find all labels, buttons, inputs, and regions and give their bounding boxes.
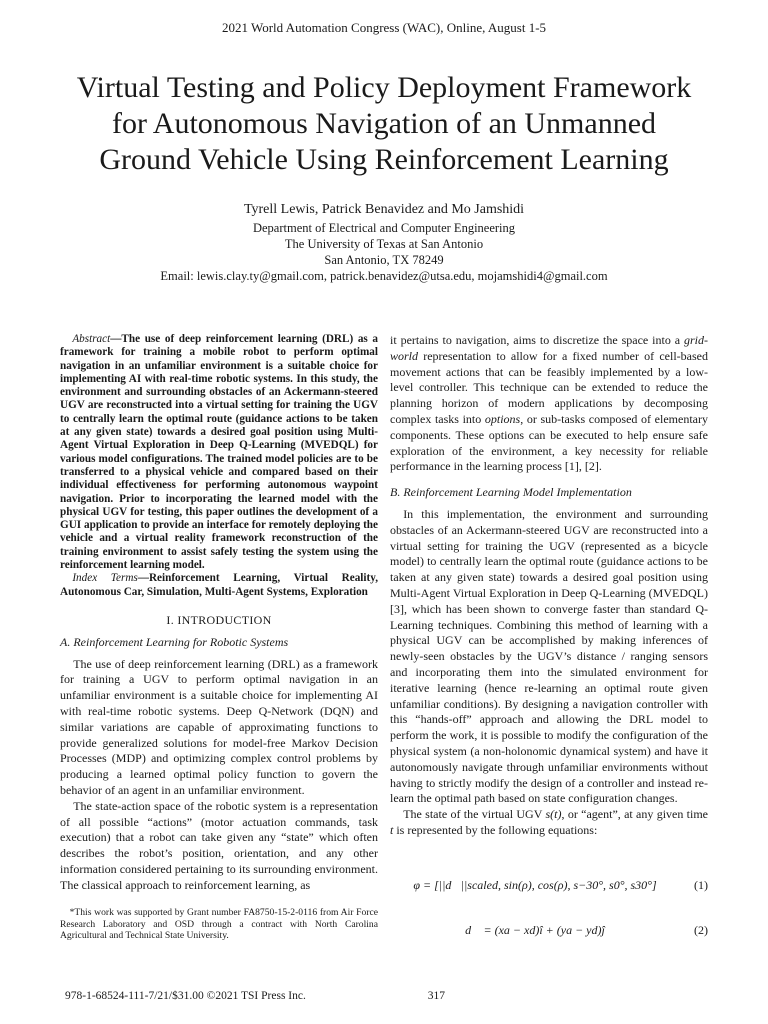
abstract-text: —The use of deep reinforcement learning (DRL) as a framework for training a mobile robot to perform optimal navigation in an unfamiliar environment is a suitable choice for implementing AI with real-time robotic systems. In this study, the environment and surrounding obstacles of an Ackermann-steered UGV are reconstructed into a virtual setting for training the UGV to centrally learn the optimal route (guidance actions to be taken at any given state) towards a desired goal position using Multi-Agent Virtual Exploration in Deep Q-Learning (MVEDQL) for various model configurations. The trained model policies are to be transferred to a physical vehicle and compared based on their individual effectiveness for performing autonomous waypoint navigation. Prior to incorporating the learned model with the physical UGV for testing, this paper outlines the development of a GUI application to provide an interface for remotely deploying the vehicle and a virtual reality framework reconstruction of the training environment to assist safely testing the system using the reinforcement learning model. — [60, 333, 378, 572]
section-number: I. — [166, 612, 178, 627]
footnote: *This work was supported by Grant number FA8750-15-2-0116 from Air Force Research Laboratory and OSD through a contract with North Carolina Agricultural and Technical State University. — [60, 907, 378, 941]
section-title-rest: NTRODUCTION — [181, 612, 272, 627]
subsection-heading-a: A. Reinforcement Learning for Robotic Systems — [60, 634, 289, 649]
section-heading-introduction — [60, 613, 378, 629]
abstract-paragraph — [60, 333, 378, 572]
body-paragraph: The use of deep reinforcement learning (DRL) as a framework for training a UGV to perform optimal navigation in an unfamiliar environment is a suitable choice for implementing AI with real-time robotic systems. Deep Q-Network (DQN) and similar variations are capable of approximating functions to provide generalized solutions for model-free Markov Decision Processes (MDP) and optimizing complex control problems by producing a learned optimal policy function to govern the behavior of an agent in an unfamiliar environment. — [60, 656, 378, 797]
subsection-heading-b: B. Reinforcement Learning Model Implementation — [390, 485, 632, 500]
left-column — [60, 333, 378, 893]
affiliation-emails: Email: lewis.clay.ty@gmail.com, patrick.benavidez@utsa.edu, mojamshidi4@gmail.com — [160, 269, 608, 283]
equation-number: (2) — [694, 923, 708, 937]
state-paragraph — [390, 807, 708, 839]
text-run: representation to allow for a fixed number of cell-based movement actions that can be feasibly implemented by a low-level controller. This technique can be extended to reduce the planning horizon of modern applications by decomposing complex tasks into — [390, 348, 708, 426]
math-s-of-t: s(t) — [545, 807, 562, 822]
right-column — [390, 333, 708, 839]
title-line: Virtual Testing and Policy Deployment Framework — [76, 71, 692, 104]
index-terms-text: —Reinforcement Learning, Virtual Reality, Autonomous Car, Simulation, Multi-Agent Systems, Exploration — [60, 572, 378, 598]
body-paragraph: The state-action space of the robotic system is a representation of all possible “actions” (motor actuation commands, task execution) that a robot can take given any “state” which often describes the robot’s position, orientation, and any other information considered pertaining to its surrounding environment. The classical approach to reinforcement learning, as — [60, 798, 378, 892]
section-title-first-letter: I — [177, 612, 182, 627]
equation-number: (1) — [694, 878, 708, 892]
text-run: , or sub-tasks composed of elementary components. These options can be executed to help ensure safe exploration of the environment, a key necessity for reliable performance in the learning process [1], [2]. — [390, 411, 708, 474]
index-terms — [60, 572, 378, 599]
math-t: t — [390, 822, 394, 837]
equation-2 — [390, 923, 708, 938]
text-run: , or “agent”, at any given time — [561, 807, 709, 822]
body-paragraph — [390, 333, 708, 475]
body-paragraph: In this implementation, the environment and surrounding obstacles of an Ackermann-steered UGV are reconstructed into a virtual setting for training the UGV (represented as a bicycle model) to centrally learn the optimal route (guidance actions to be taken at any given state) towards a desired goal position using Multi-Agent Virtual Exploration in Deep Q-Learning (MVEDQL) [3], which has been shown to converge faster than standard Q-Learning techniques. Combining this method of learning with a physical UGV can be accomplished by making inferences of newly-seen obstacles by the UGV’s distance / ranging sensors and incorporating them into the simulated environment for iterative learning (hence re-learning an optimal route given unfamiliar conditions). By designing a navigation controller with this “hands-off” approach and allowing the DRL model to perform the work, it is possible to modify the configuration of the physical system (a non-holonomic dynamical system) and have it autonomously navigate through unfamiliar environments without having to strictly modify the design of a controller and instead re-learn the optimal path based on state configuration changes. — [390, 506, 708, 806]
text-run: it pertains to navigation, aims to discretize the space into a — [390, 333, 684, 347]
text-run: The state of the virtual UGV — [403, 807, 546, 822]
abstract-label: Abstract — [72, 333, 111, 345]
page-number: 317 — [427, 990, 445, 1002]
equation-1 — [390, 878, 708, 893]
emphasis-options: options — [484, 411, 521, 426]
paper-title — [40, 70, 728, 178]
affiliation-city: San Antonio, TX 78249 — [324, 253, 444, 267]
conference-header: 2021 World Automation Congress (WAC), Online, August 1-5 — [221, 20, 547, 35]
affiliation-department: Department of Electrical and Computer Engineering — [252, 221, 516, 235]
emphasis-grid-world: grid-world — [390, 333, 708, 363]
title-line: for Autonomous Navigation of an Unmanned — [111, 107, 657, 140]
author-names: Tyrell Lewis, Patrick Benavidez and Mo Jamshidi — [243, 202, 525, 217]
footer-isbn: 978-1-68524-111-7/21/$31.00 ©2021 TSI Press Inc. — [65, 990, 306, 1002]
abstract — [60, 333, 378, 599]
page-footer — [65, 990, 445, 1002]
author-block — [0, 200, 768, 284]
text-run: is represented by the following equations: — [393, 822, 598, 837]
affiliation-university: The University of Texas at San Antonio — [284, 237, 484, 251]
equation-expression: d⃗ = (xa − xd)î + (ya − yd)ĵ — [465, 923, 605, 937]
title-line: Ground Vehicle Using Reinforcement Learning — [99, 143, 669, 176]
equation-expression: φ = [||d⃗||scaled, sin(ρ), cos(ρ), s−30°, s0°, s30°] — [413, 878, 657, 892]
index-terms-label: Index Terms — [72, 572, 138, 585]
